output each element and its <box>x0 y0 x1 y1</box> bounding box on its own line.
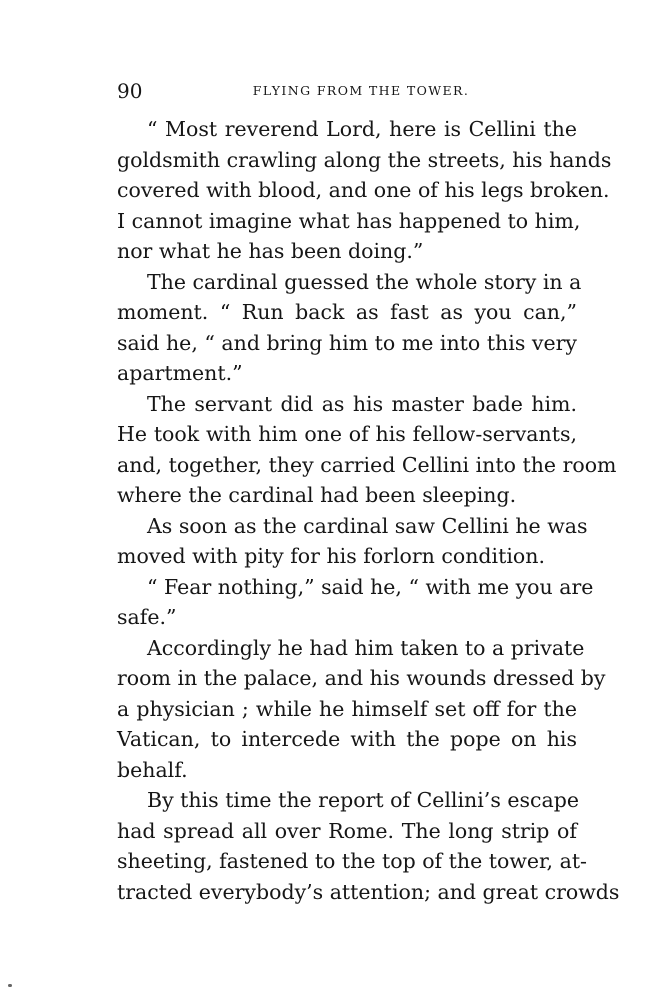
text-line: “ Fear nothing,” said he, “ with me you are <box>147 574 594 599</box>
text-line: and, together, they carried Cellini into the room <box>117 452 617 477</box>
paragraph <box>117 267 582 389</box>
text-line: Accordingly he had him taken to a private <box>147 635 585 660</box>
text-line: tracted everybody’s attention; and great crowds <box>117 879 620 904</box>
paragraph <box>117 114 612 267</box>
text-line: goldsmith crawling along the streets, his hands <box>117 147 612 172</box>
text-line: covered with blood, and one of his legs broken. <box>117 178 610 202</box>
text-line: behalf. <box>117 757 188 782</box>
text-line: safe.” <box>117 605 177 629</box>
text-line: By this time the report of Cellini’s escape <box>147 788 579 812</box>
text-line: As soon as the cardinal saw Cellini he was <box>147 513 588 538</box>
text-line: where the cardinal had been sleeping. <box>117 483 517 507</box>
text-line: sheeting, fastened to the top of the tower, at- <box>117 849 587 873</box>
text-line: moment. “ Run back as fast as you can,” <box>117 300 577 324</box>
text-line: I cannot imagine what has happened to him, <box>117 208 581 233</box>
text-line: He took with him one of his fellow-servants, <box>117 422 577 446</box>
text-line: The cardinal guessed the whole story in a <box>147 269 582 294</box>
scan-speck <box>8 984 12 987</box>
text-line: nor what he has been doing.” <box>117 239 424 263</box>
body-text <box>117 114 620 907</box>
page-header <box>117 79 577 103</box>
page-number: 90 <box>117 79 143 103</box>
paragraph <box>117 511 588 572</box>
text-line: room in the palace, and his wounds dressed by <box>117 666 606 690</box>
text-line: “ Most reverend Lord, here is Cellini the <box>147 117 577 141</box>
running-head: FLYING FROM THE TOWER. <box>252 83 470 98</box>
paragraph <box>117 572 594 633</box>
text-line: apartment.” <box>117 361 243 385</box>
text-line: moved with pity for his forlorn condition. <box>117 544 545 568</box>
text-line: said he, “ and bring him to me into this very <box>117 330 577 355</box>
paragraph <box>117 785 620 907</box>
text-line: The servant did as his master bade him. <box>147 391 577 416</box>
text-line: had spread all over Rome. The long strip of <box>117 818 577 843</box>
paragraph <box>117 389 617 511</box>
paragraph <box>117 633 606 786</box>
text-line: a physician ; while he himself set off for the <box>117 696 577 721</box>
text-line: Vatican, to intercede with the pope on his <box>117 727 577 751</box>
